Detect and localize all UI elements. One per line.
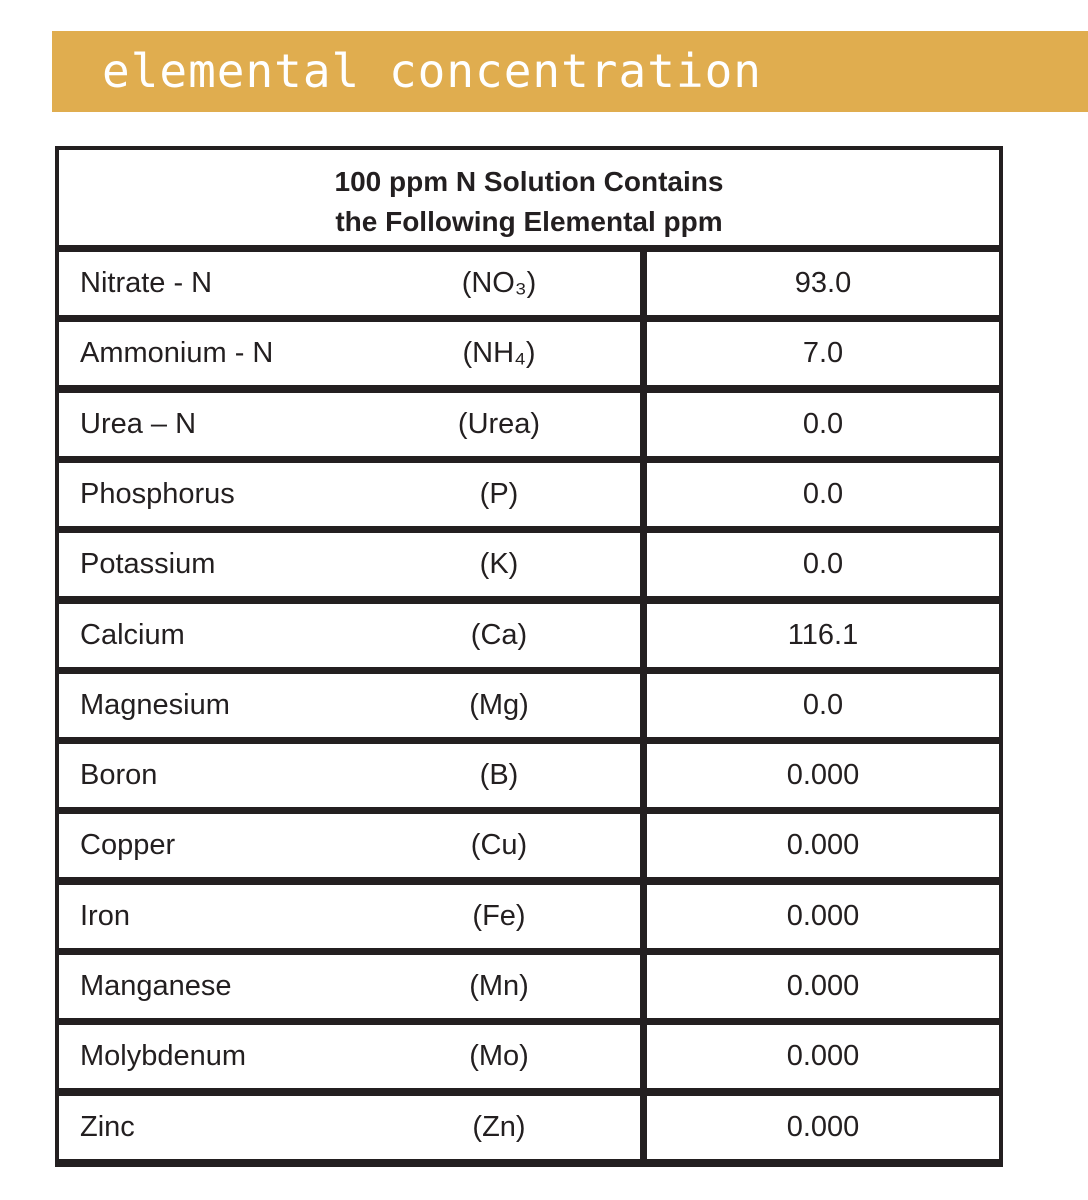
element-name: Calcium <box>80 619 185 651</box>
element-cell <box>59 393 640 456</box>
element-name: Manganese <box>80 970 232 1002</box>
value-cell <box>647 322 999 385</box>
element-symbol: (K) <box>479 548 519 580</box>
element-name: Ammonium - N <box>80 337 274 369</box>
value-cell <box>647 814 999 877</box>
value-cell <box>647 533 999 596</box>
element-name: Molybdenum <box>80 1040 247 1072</box>
table-row <box>59 674 999 737</box>
element-ppm-value: 0.0 <box>802 689 844 721</box>
element-ppm-value: 0.000 <box>786 970 860 1002</box>
element-ppm-value: 0.0 <box>802 408 844 440</box>
element-cell <box>59 604 640 667</box>
value-cell <box>647 1096 999 1159</box>
value-cell <box>647 955 999 1018</box>
table-row <box>59 744 999 807</box>
value-cell <box>647 1025 999 1088</box>
table-row <box>59 955 999 1018</box>
value-cell <box>647 885 999 948</box>
element-name: Magnesium <box>80 689 230 721</box>
element-symbol: (P) <box>479 478 519 510</box>
element-cell <box>59 744 640 807</box>
element-name: Iron <box>80 900 130 932</box>
element-symbol: (B) <box>479 759 519 791</box>
element-cell <box>59 814 640 877</box>
element-ppm-value: 0.000 <box>786 1111 860 1143</box>
element-symbol: (NO₃) <box>461 267 537 299</box>
element-cell <box>59 533 640 596</box>
element-ppm-value: 0.000 <box>786 900 860 932</box>
element-symbol: (Urea) <box>457 408 541 440</box>
table-row <box>59 1025 999 1088</box>
element-ppm-value: 0.0 <box>802 548 844 580</box>
element-symbol: (Ca) <box>470 619 528 651</box>
element-name: Potassium <box>80 548 216 580</box>
table-row <box>59 1096 999 1159</box>
element-cell <box>59 322 640 385</box>
table-row <box>59 885 999 948</box>
element-ppm-value: 0.000 <box>786 759 860 791</box>
section-title: elemental concentration <box>102 44 762 98</box>
table-row <box>59 463 999 526</box>
element-symbol: (Mn) <box>469 970 529 1002</box>
element-name: Urea – N <box>80 408 197 440</box>
element-ppm-value: 0.000 <box>786 829 860 861</box>
table-row <box>59 533 999 596</box>
element-symbol: (Cu) <box>470 829 528 861</box>
value-cell <box>647 252 999 315</box>
value-cell <box>647 744 999 807</box>
elemental-table <box>55 146 1003 1167</box>
value-cell <box>647 604 999 667</box>
element-symbol: (Zn) <box>472 1111 526 1143</box>
element-name: Phosphorus <box>80 478 235 510</box>
element-name: Boron <box>80 759 158 791</box>
element-cell <box>59 885 640 948</box>
table-header <box>59 150 999 245</box>
table-row <box>59 322 999 385</box>
element-cell <box>59 463 640 526</box>
element-ppm-value: 0.0 <box>802 478 844 510</box>
element-cell <box>59 1025 640 1088</box>
element-symbol: (Mo) <box>469 1040 529 1072</box>
table-row <box>59 252 999 315</box>
section-banner <box>52 31 1088 112</box>
element-symbol: (Fe) <box>472 900 526 932</box>
table-row <box>59 814 999 877</box>
element-symbol: (Mg) <box>469 689 529 721</box>
element-symbol: (NH₄) <box>462 337 536 369</box>
header-line-2: the Following Elemental ppm <box>335 206 723 237</box>
value-cell <box>647 674 999 737</box>
element-name: Copper <box>80 829 176 861</box>
element-cell <box>59 1096 640 1159</box>
element-name: Nitrate - N <box>80 267 213 299</box>
table-row <box>59 604 999 667</box>
element-name: Zinc <box>80 1111 135 1143</box>
element-cell <box>59 674 640 737</box>
element-ppm-value: 116.1 <box>787 619 859 651</box>
element-cell <box>59 252 640 315</box>
value-cell <box>647 463 999 526</box>
table-row <box>59 393 999 456</box>
header-line-1: 100 ppm N Solution Contains <box>334 166 724 197</box>
element-ppm-value: 7.0 <box>802 337 844 369</box>
element-ppm-value: 0.000 <box>786 1040 860 1072</box>
element-ppm-value: 93.0 <box>794 267 852 299</box>
element-cell <box>59 955 640 1018</box>
value-cell <box>647 393 999 456</box>
table-header-text <box>59 162 999 242</box>
